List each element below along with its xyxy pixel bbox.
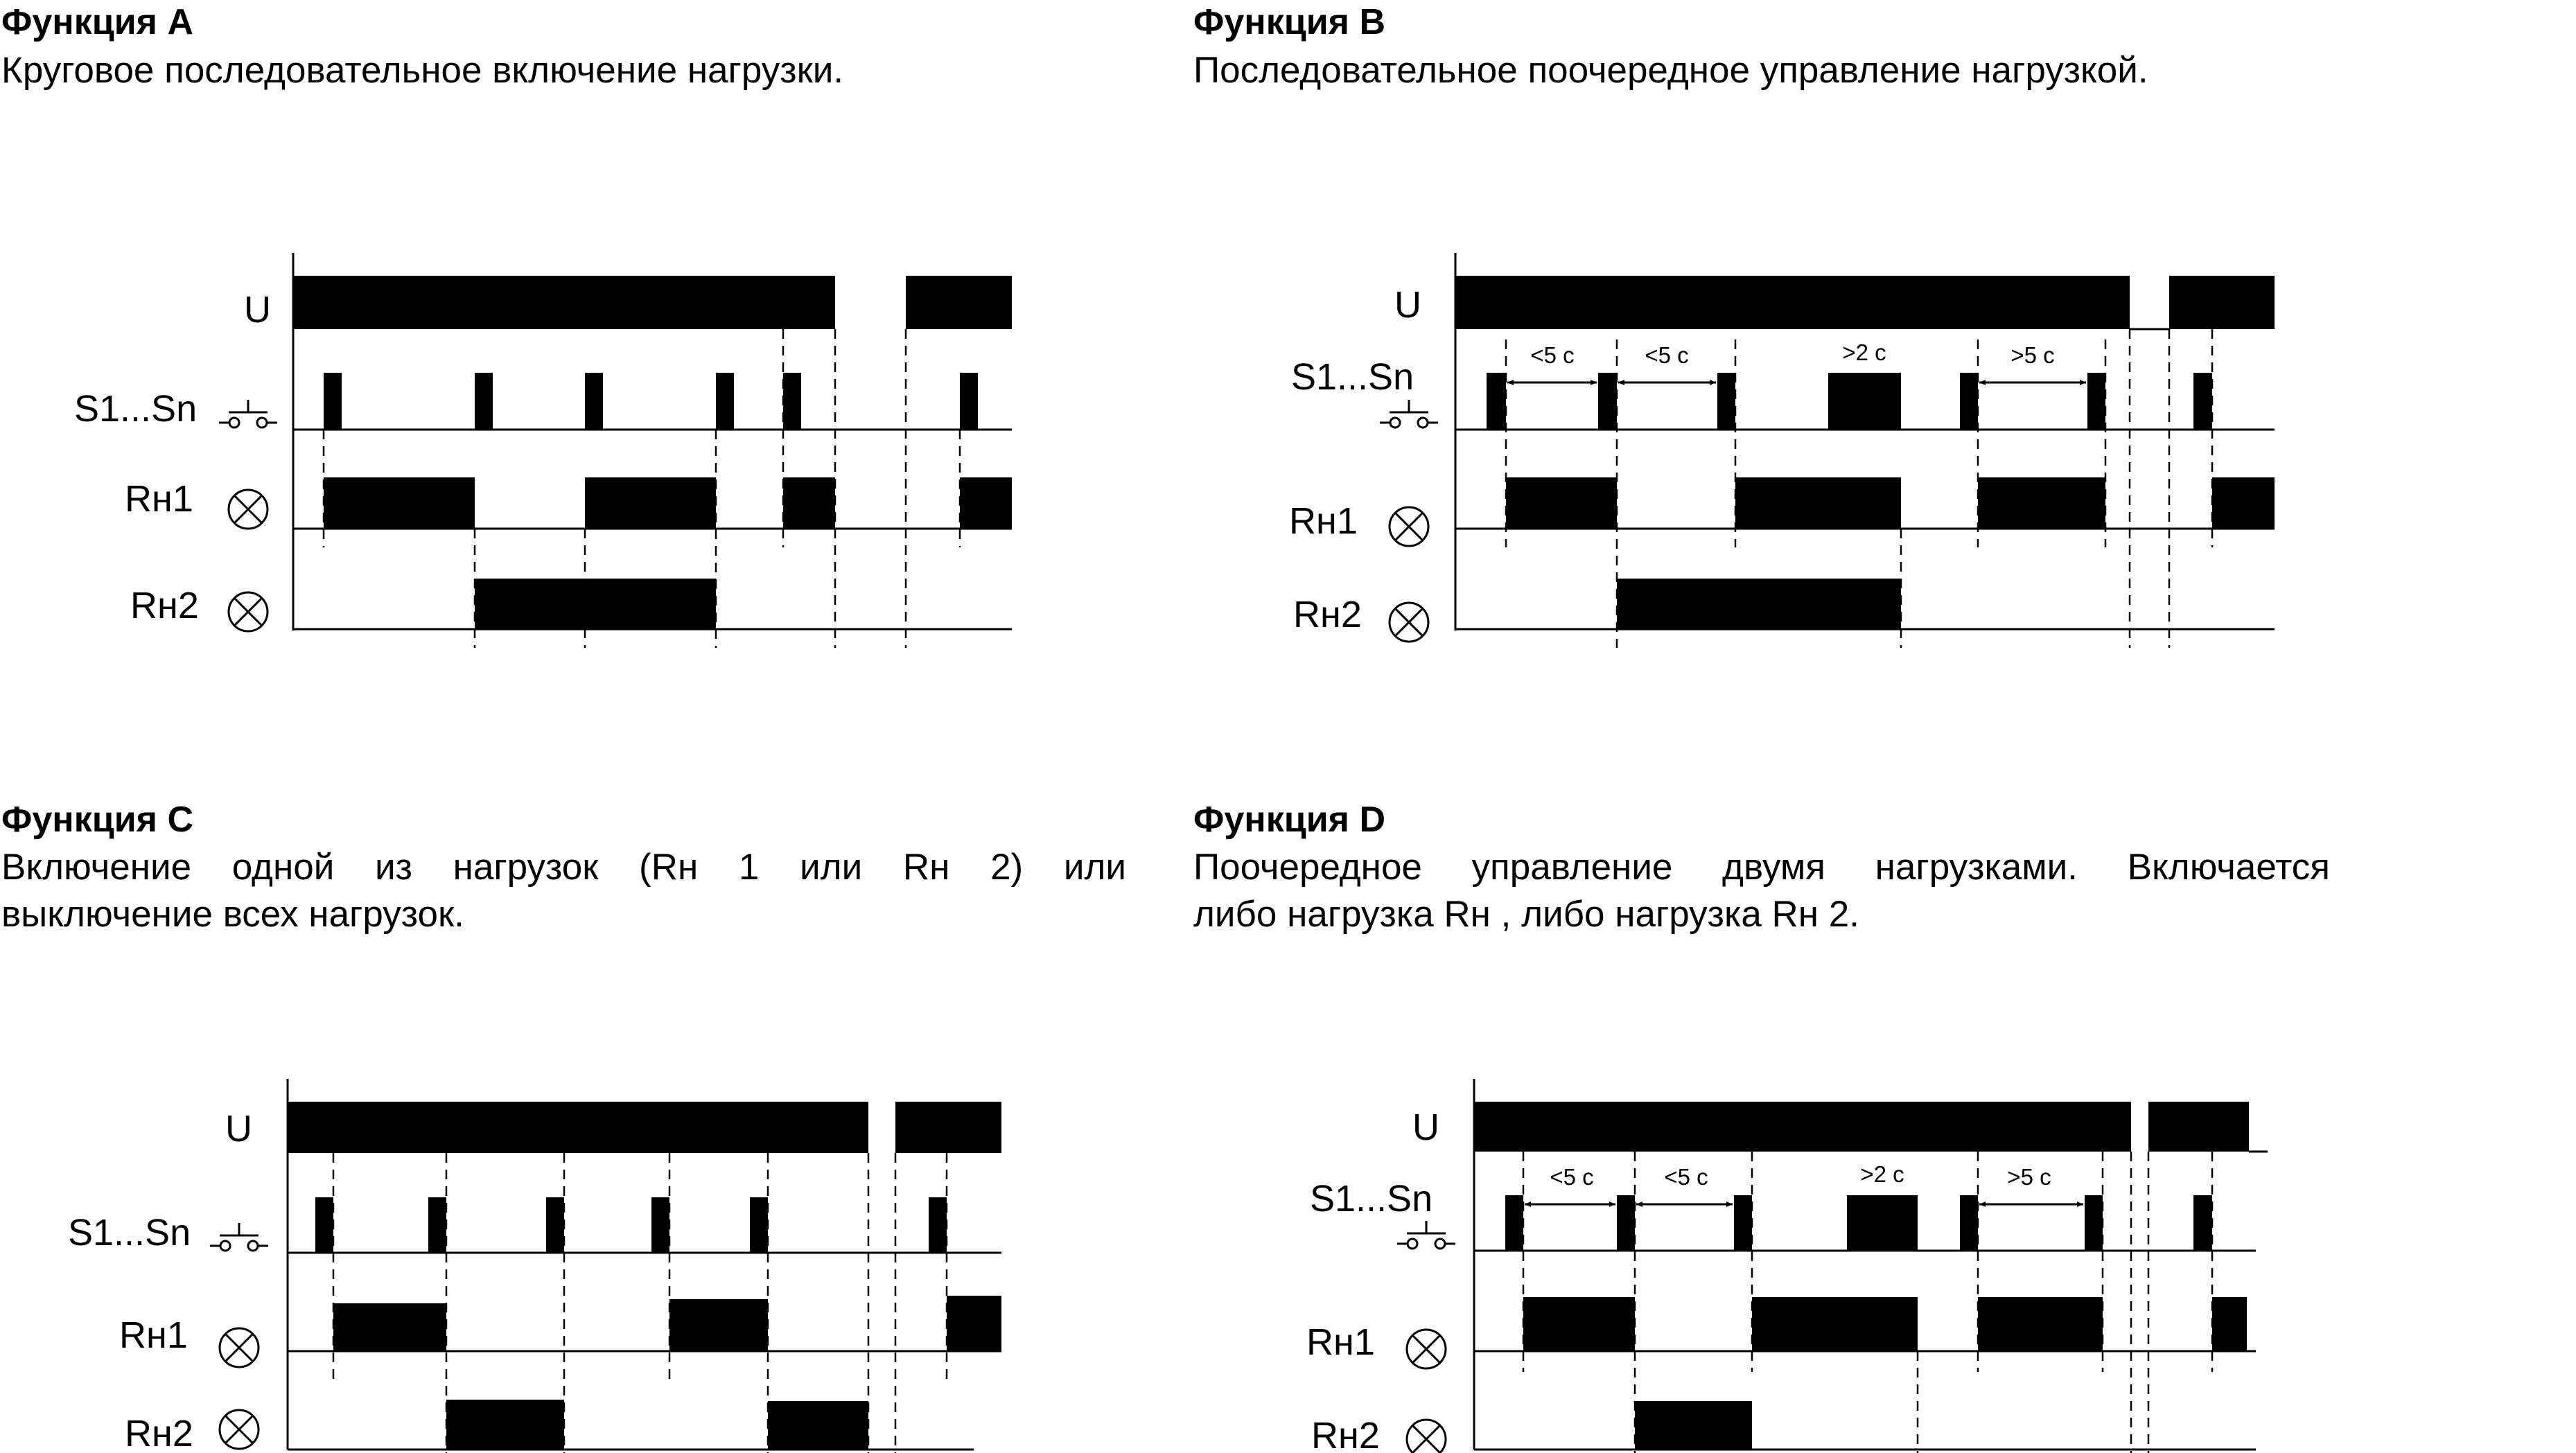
panel-c-lamp-icon xyxy=(220,1328,259,1367)
panel-b-s-pulse xyxy=(1487,373,1506,430)
panel-d-r1-pulse xyxy=(1978,1297,2103,1351)
panel-b-lamp-icon xyxy=(1390,507,1428,546)
panel-b-title: Функция B xyxy=(1193,2,1386,42)
panel-c-r1-label: Rн1 xyxy=(119,1314,188,1356)
panel-c-s-pulse xyxy=(315,1197,333,1253)
panel-b-s-pulse xyxy=(1598,373,1617,430)
panel-c-u-label: U xyxy=(225,1108,252,1150)
panel-d-lamp-icon xyxy=(1407,1330,1446,1368)
panel-b-s-pulse xyxy=(1960,373,1978,430)
panel-b-s-pulse xyxy=(2193,373,2212,430)
panel-d-s-pulse xyxy=(1734,1195,1752,1251)
panel-c-s-pulse xyxy=(929,1197,947,1253)
panel-d-description-line2: либо нагрузка Rн , либо нагрузка Rн 2. xyxy=(1193,894,1859,935)
panel-d-r1-pulse xyxy=(1523,1297,1635,1351)
panel-c-s-pulse xyxy=(546,1197,564,1253)
panel-b-u-label: U xyxy=(1394,284,1421,326)
panel-d-title: Функция D xyxy=(1193,800,1386,840)
panel-d-s-pulse xyxy=(1960,1195,1978,1251)
panel-b-switch-icon xyxy=(1380,400,1438,428)
panel-b-description: Последовательное поочередное управление нагрузкой. xyxy=(1193,50,2148,91)
panel-c-r1-pulse xyxy=(669,1299,768,1351)
panel-c-description-line1: Включение одной из нагрузок (Rн 1 или Rн 2) или xyxy=(1,847,1126,888)
panel-b-r2-pulse xyxy=(1617,579,1901,629)
panel-d-r2-pulse xyxy=(1635,1401,1752,1450)
panel-d-u-label: U xyxy=(1412,1107,1439,1148)
panel-b-u-pulse xyxy=(2169,276,2275,329)
panel-a-r1-label: Rн1 xyxy=(125,478,193,520)
panel-c-s-pulse xyxy=(651,1197,669,1253)
panel-d-diagram xyxy=(1306,1079,2268,1453)
panel-b-r1-pulse xyxy=(1978,477,2105,529)
panel-b-s-pulse xyxy=(1828,373,1901,430)
panel-d-s-pulse xyxy=(2193,1195,2212,1251)
panel-a-switch-icon xyxy=(219,400,277,428)
panel-b-interval-label: <5 c xyxy=(1530,342,1575,368)
panel-a-title: Функция A xyxy=(1,2,194,42)
panel-c-r1-pulse xyxy=(333,1303,446,1351)
panel-c-u-pulse xyxy=(895,1102,1001,1153)
panel-c-diagram xyxy=(68,1079,1001,1453)
panel-a-lamp-icon xyxy=(229,592,268,631)
panel-d-interval-label: >5 c xyxy=(2007,1164,2051,1190)
panel-c-s-pulse xyxy=(428,1197,446,1253)
panel-a-s-pulse xyxy=(324,373,342,430)
panel-b-s-pulse xyxy=(1717,373,1735,430)
panel-b-r2-label: Rн2 xyxy=(1293,594,1362,635)
panel-b-r1-pulse xyxy=(1506,477,1617,529)
panel-d-s-pulse xyxy=(1847,1195,1918,1251)
panel-a-r1-pulse xyxy=(783,477,835,529)
panel-c-title: Функция C xyxy=(1,800,194,840)
panel-d-interval-label: <5 c xyxy=(1664,1164,1708,1190)
panel-d-u-pulse xyxy=(2148,1102,2249,1152)
panel-a-s-pulse xyxy=(585,373,603,430)
panel-d-r2-label: Rн2 xyxy=(1311,1415,1380,1453)
panel-d-r1-pulse xyxy=(1752,1297,1918,1351)
panel-a-r2-pulse xyxy=(475,579,716,629)
panel-a-lamp-icon xyxy=(229,490,268,529)
panel-b-s-pulse xyxy=(2087,373,2105,430)
panel-a-diagram xyxy=(74,253,1012,648)
panel-c-description-line2: выключение всех нагрузок. xyxy=(1,894,464,935)
panel-b-r1-label: Rн1 xyxy=(1289,500,1358,542)
panel-d-switch-icon xyxy=(1397,1221,1455,1249)
panel-b-interval-label: >2 c xyxy=(1842,340,1886,365)
panel-b-r1-pulse xyxy=(1735,477,1901,529)
panel-a-s-pulse xyxy=(475,373,493,430)
panel-a-u-label: U xyxy=(244,289,271,331)
panel-c-r2-pulse xyxy=(446,1400,564,1450)
panel-a-r1-pulse xyxy=(585,477,716,529)
panel-a-description: Круговое последовательное включение нагрузки. xyxy=(1,50,844,91)
panel-b-r1-pulse xyxy=(2212,477,2275,529)
panel-a-u-pulse xyxy=(906,276,1012,329)
panel-c-s-label: S1...Sn xyxy=(68,1212,191,1253)
panel-d-lamp-icon xyxy=(1407,1420,1446,1453)
panel-c-r1-pulse xyxy=(947,1296,1001,1351)
panel-d-s-pulse xyxy=(2085,1195,2103,1251)
panel-a-s-pulse xyxy=(783,373,801,430)
panel-b-lamp-icon xyxy=(1390,603,1428,642)
panel-c-lamp-icon xyxy=(220,1410,259,1449)
panel-a-s-pulse xyxy=(960,373,978,430)
panel-a-u-pulse xyxy=(293,276,835,329)
panel-b-interval-label: <5 c xyxy=(1645,342,1689,368)
panel-b-interval-label: >5 c xyxy=(2010,342,2055,368)
panel-a-r1-pulse xyxy=(324,477,475,529)
panel-a-r2-label: Rн2 xyxy=(130,585,199,626)
panel-d-u-pulse xyxy=(1474,1102,2131,1152)
panel-c-u-pulse xyxy=(288,1102,868,1153)
panel-b-s-label: S1...Sn xyxy=(1291,356,1414,398)
panel-d-interval-label: <5 c xyxy=(1550,1164,1594,1190)
panel-d-s-pulse xyxy=(1505,1195,1523,1251)
panel-d-description-line1: Поочередное управление двумя нагрузками. Включается xyxy=(1193,847,2330,888)
panel-c-r2-label: Rн2 xyxy=(125,1413,193,1453)
panel-d-s-pulse xyxy=(1617,1195,1635,1251)
panel-a-s-label: S1...Sn xyxy=(74,388,198,430)
panel-a-r1-pulse xyxy=(960,477,1012,529)
panel-c-switch-icon xyxy=(210,1223,268,1251)
panel-d-s-label: S1...Sn xyxy=(1310,1178,1433,1219)
panel-a-s-pulse xyxy=(716,373,734,430)
panel-d-interval-label: >2 c xyxy=(1860,1161,1904,1187)
panel-d-r1-label: Rн1 xyxy=(1306,1321,1375,1363)
panel-d-r1-pulse xyxy=(2212,1297,2247,1351)
panel-c-s-pulse xyxy=(750,1197,768,1253)
panel-c-r2-pulse xyxy=(768,1401,868,1450)
panel-b-diagram xyxy=(1289,253,2275,648)
panel-b-u-pulse xyxy=(1455,276,2130,329)
